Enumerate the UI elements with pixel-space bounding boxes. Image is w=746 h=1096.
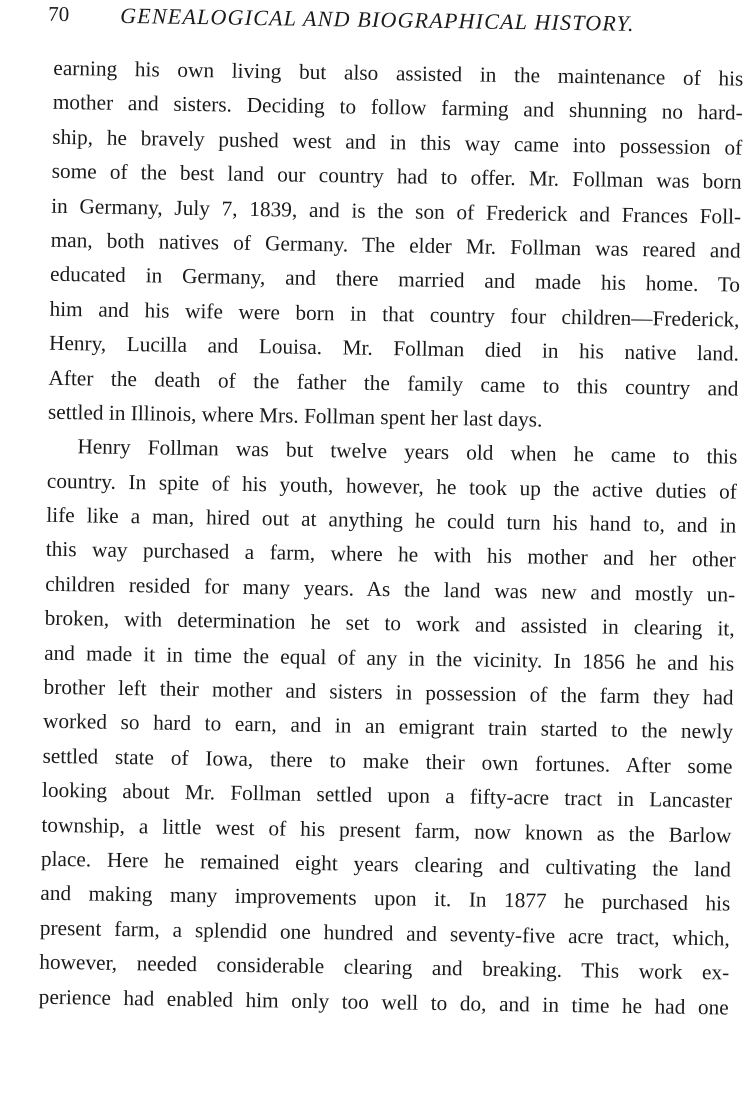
- text-line: life like a man, hired out at anything he could turn his hand to, and in: [46, 502, 737, 538]
- text-line: educated in Germany, and there married and made his home. To: [49, 262, 741, 297]
- text-line: place. Here he remained eight years clearing and cultivating the land: [40, 846, 732, 882]
- text-line: mother and sisters. Deciding to follow farming and shunning no hard-: [52, 90, 743, 126]
- text-line: and making many improvements upon it. In 1877 he purchased his: [40, 881, 731, 916]
- text-line: settled in Illinois, where Mrs. Follman spent her last days.: [47, 399, 543, 432]
- text-line: man, both natives of Germany. The elder Mr. Follman was reared and: [50, 227, 741, 263]
- text-line: Henry, Lucilla and Louisa. Mr. Follman died in his native land.: [48, 330, 740, 366]
- text-line: some of the best land our country had to offer. Mr. Follman was born: [51, 158, 742, 194]
- text-line: him and his wife were born in that country four children—Frederick,: [49, 296, 740, 332]
- text-line: in Germany, July 7, 1839, and is the son of Frederick and Frances Foll-: [51, 193, 742, 229]
- running-head: [48, 0, 689, 49]
- text-line: township, a little west of his present farm, now known as the Barlow: [41, 812, 732, 848]
- text-line: however, needed considerable clearing and breaking. This work ex-: [39, 949, 730, 985]
- text-line: present farm, a splendid one hundred and seventy-five acre tract, which,: [39, 915, 730, 951]
- page-number: 70: [48, 1, 70, 27]
- text-line: and made it in time the equal of any in the vicinity. In 1856 he and his: [44, 640, 735, 676]
- text-line: this way purchased a farm, where he with his mother and her other: [45, 537, 736, 573]
- text-line: ship, he bravely pushed west and in this way came into possession of: [52, 124, 743, 160]
- paragraph-1: [48, 51, 744, 440]
- body-text: [39, 51, 744, 1025]
- text-line: perience had enabled him only too well to do, and in time he had one: [38, 984, 729, 1020]
- text-line: worked so hard to earn, and in an emigrant train started to the newly: [42, 709, 734, 744]
- text-line: After the death of the father the family came to this country and: [48, 365, 739, 401]
- text-line: country. In spite of his youth, however, he took up the active duties of: [46, 468, 737, 504]
- text-line: brother left their mother and sisters in possession of the farm they had: [43, 674, 734, 710]
- text-line: children resided for many years. As the land was new and mostly un-: [45, 571, 736, 607]
- text-line: settled state of Iowa, there to make their own fortunes. After some: [42, 743, 733, 779]
- paragraph-2: [39, 429, 738, 1024]
- text-line: earning his own living but also assisted in the maintenance of his: [53, 55, 744, 91]
- running-title: GENEALOGICAL AND BIOGRAPHICAL HISTORY.: [120, 2, 635, 36]
- text-line: broken, with determination he set to work and assisted in clearing it,: [44, 605, 735, 641]
- text-line: Henry Follman was but twelve years old when he came to this: [77, 434, 738, 469]
- text-line: looking about Mr. Follman settled upon a fifty-acre tract in Lancaster: [41, 777, 733, 813]
